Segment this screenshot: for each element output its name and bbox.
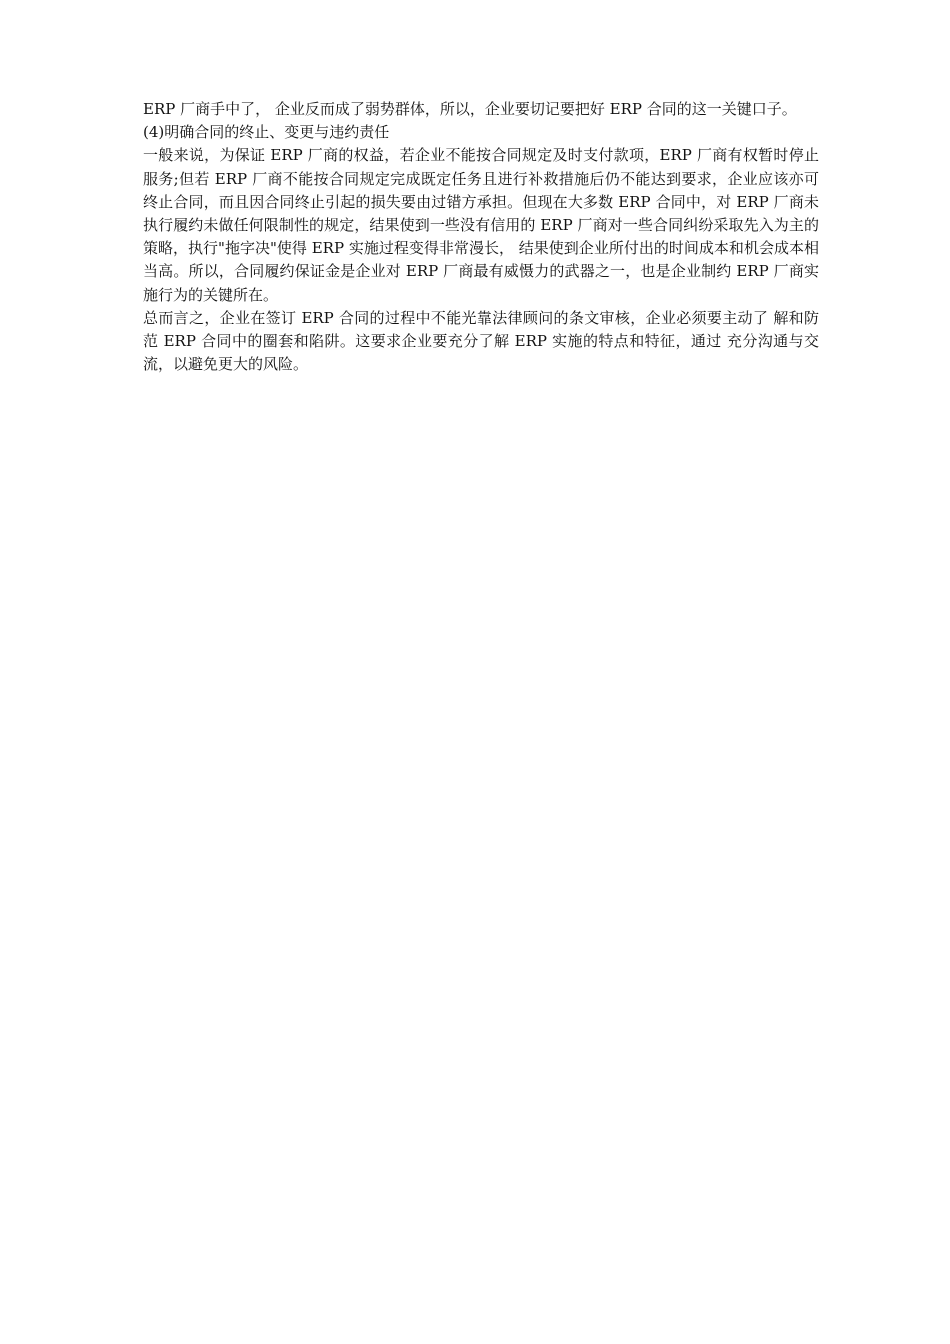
section-heading: (4)明确合同的终止、变更与违约责任 <box>143 123 390 142</box>
paragraph-conclusion: 总而言之，企业在签订 ERP 合同的过程中不能光靠法律顾问的条文审核，企业必须要主动了 解和防范 ERP 合同中的圈套和陷阱。这要求企业要充分了解 ERP 实施的特点和特征，通过 充分沟通与交流，以避免更大的风险。 <box>143 308 819 374</box>
paragraph-termination-terms: 一般来说，为保证 ERP 厂商的权益，若企业不能按合同规定及时支付款项，ERP 厂商有权暂时停止服务;但若 ERP 厂商不能按合同规定完成既定任务且进行补救措施后仍不能达到要求，企业应该亦可终止合同，而且因合同终止引起的损失要由过错方承担。但现在大多数 ERP 合同中，对 ERP 厂商未执行履约未做任何限制性的规定，结果使到一些没有信用的 ERP 厂商对一些合同纠纷采取先入为主的策略，执行"拖字决"使得 ERP 实施过程变得非常漫长， 结果使到企业所付出的时间成本和机会成本相当高。所以，合同履约保证金是企业对 ERP 厂商最有威慑力的武器之一，也是企业制约 ERP 厂商实施行为的关键所在。 <box>143 146 819 304</box>
paragraph-continuation: ERP 厂商手中了， 企业反而成了弱势群体，所以，企业要切记要把好 ERP 合同的这一关键口子。 <box>143 100 797 118</box>
document-body <box>143 98 819 376</box>
